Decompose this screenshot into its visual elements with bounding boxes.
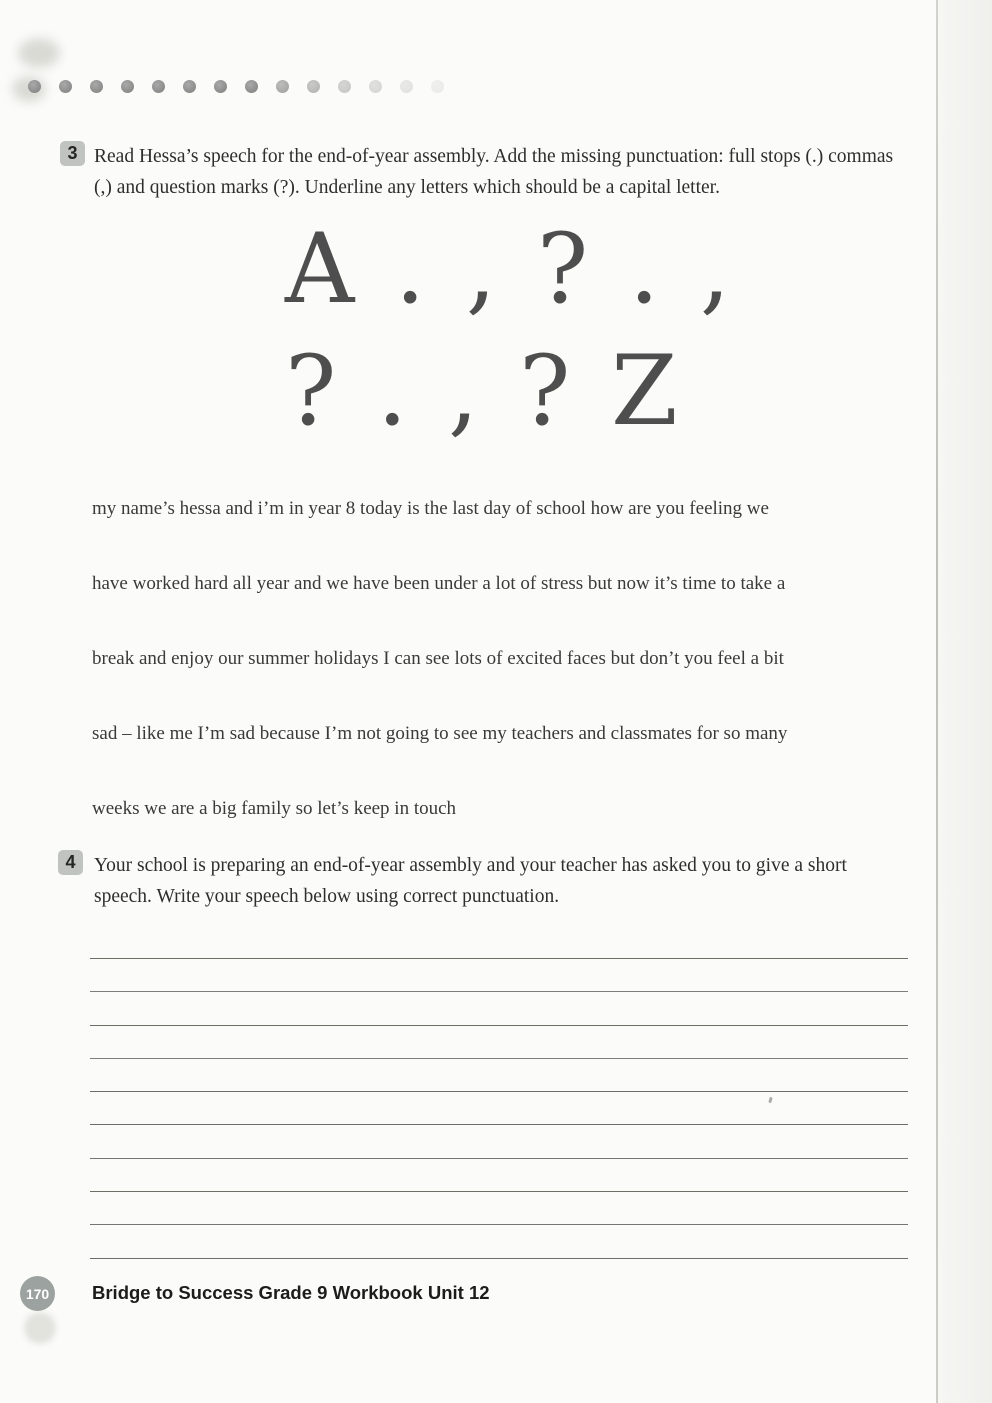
binding-hole [90,80,103,93]
writing-lines-area [90,958,908,1291]
binding-hole [369,80,382,93]
page-edge-shade [938,0,992,1403]
exercise-3-instructions: Read Hessa’s speech for the end-of-year assembly. Add the missing punctuation: full stops (.) commas (,) and question marks (?). Underline any letters which should be a capital letter. [94,146,894,198]
binding-hole [338,80,351,93]
speech-line: break and enjoy our summer holidays I can see lots of excited faces but don’t you feel a bit [92,648,784,669]
writing-line [90,1191,908,1192]
writing-line [90,1124,908,1125]
speech-line: have worked hard all year and we have been under a lot of stress but now it’s time to take a [92,573,786,594]
punctuation-display-line-2: ? . , ? Z [285,335,678,447]
binding-hole [183,80,196,93]
writing-line [90,991,908,992]
binding-hole [28,80,41,93]
writing-line [90,1091,908,1092]
punctuation-display [285,208,731,452]
speech-line: my name’s hessa and i’m in year 8 today is the last day of school how are you feeling we [92,498,769,519]
scan-artifact [24,1312,56,1344]
binding-hole [152,80,165,93]
exercise-4-instructions: Your school is preparing an end-of-year assembly and your teacher has asked you to give a short speech. Write your speech below using correct punctuation. [94,855,847,907]
binding-hole [307,80,320,93]
page-number-badge: 170 [20,1276,55,1311]
speech-text [92,498,918,873]
writing-line [90,1158,908,1159]
writing-line [90,1224,908,1225]
binding-hole [59,80,72,93]
exercise-4-number-badge: 4 [58,850,83,875]
binding-hole [245,80,258,93]
speech-line: sad – like me I’m sad because I’m not going to see my teachers and classmates for so many [92,723,788,744]
binding-hole [121,80,134,93]
binding-hole [431,80,444,93]
writing-line [90,1025,908,1026]
binding-hole [400,80,413,93]
punctuation-display-line-1: A . , ? . , [285,213,731,325]
scan-artifact [18,38,60,68]
speech-line: weeks we are a big family so let’s keep in touch [92,798,457,819]
binding-hole [276,80,289,93]
footer-title: Bridge to Success Grade 9 Workbook Unit 12 [92,1282,490,1303]
writing-line [90,1058,908,1059]
binding-holes [28,80,444,93]
writing-line [90,1258,908,1259]
writing-line [90,958,908,959]
binding-hole [214,80,227,93]
exercise-3-number-badge: 3 [60,141,85,166]
page-edge-line [936,0,938,1403]
